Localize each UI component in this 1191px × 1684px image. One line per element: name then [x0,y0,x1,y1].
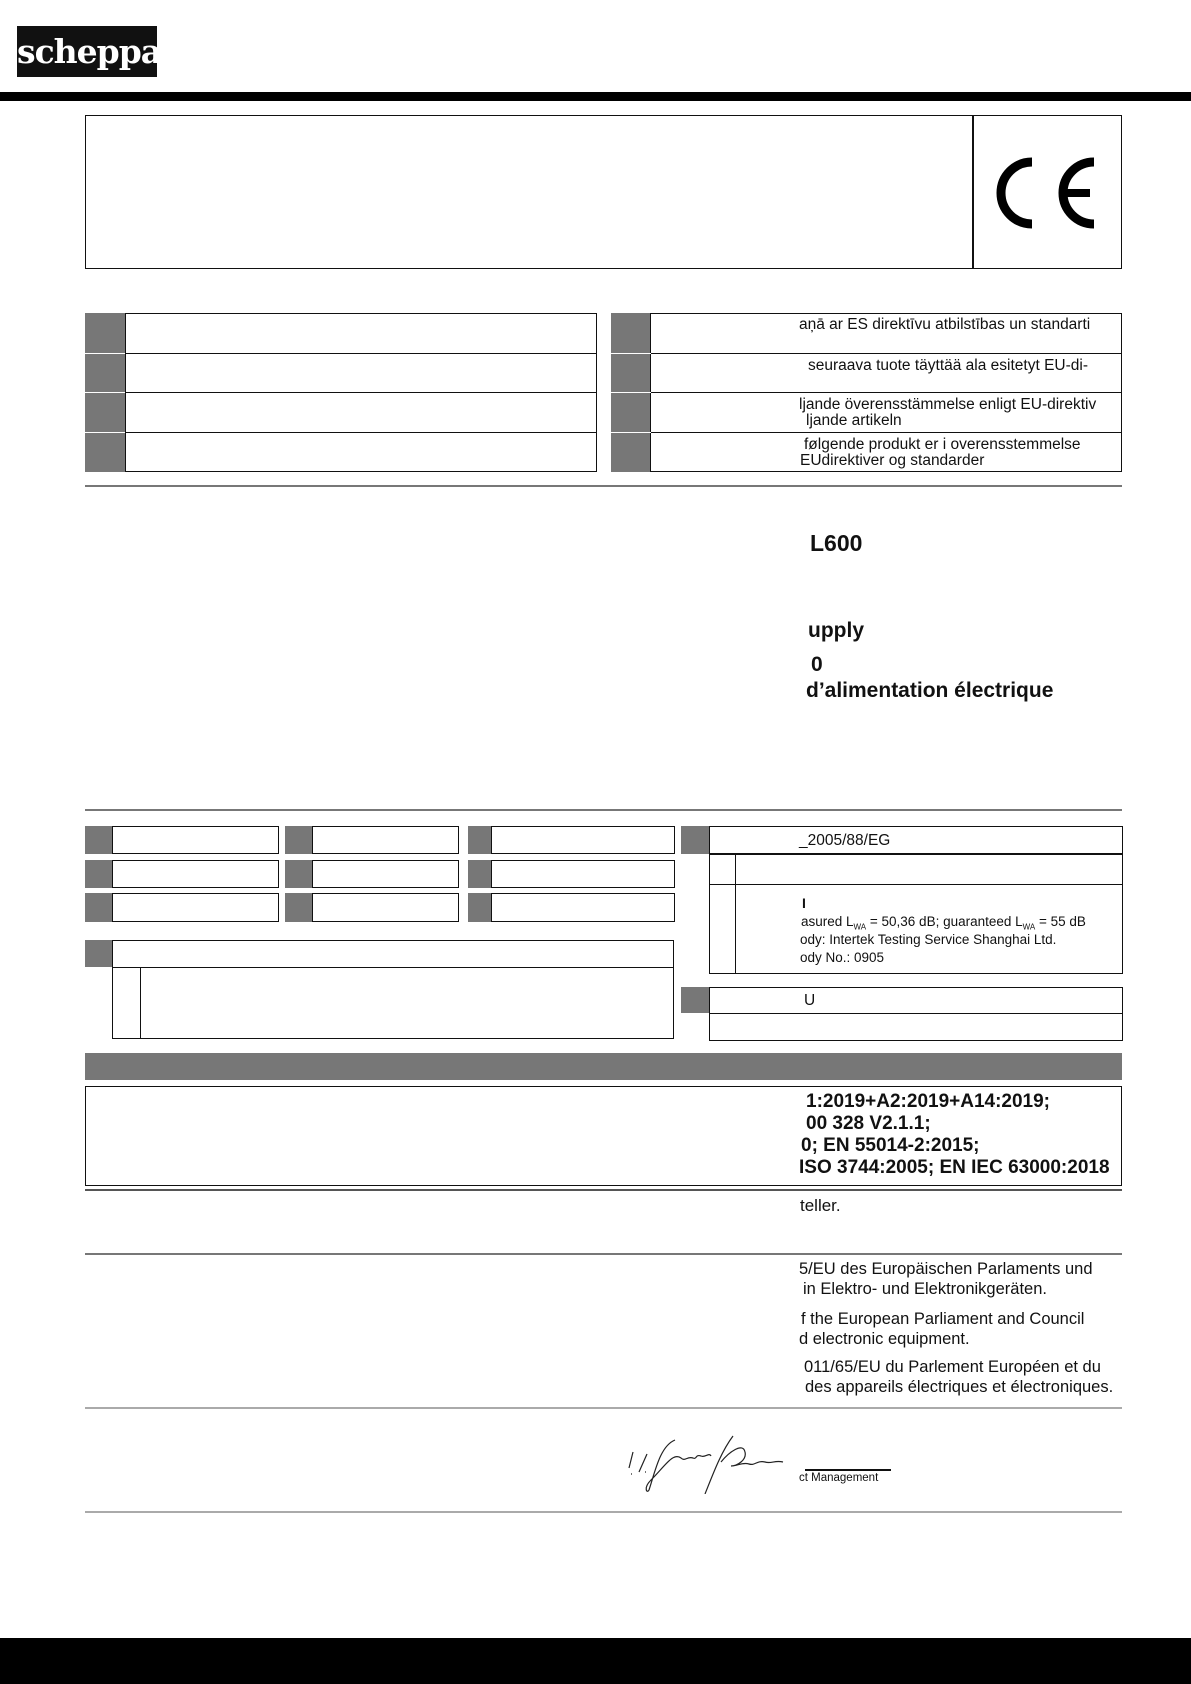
language-row [125,392,597,433]
language-text: aņā ar ES direktīvu atbilstības un standarti [799,316,1091,333]
scheppach-logo: scheppach [17,26,157,77]
notified-body-number: ody No.: 0905 [800,950,885,965]
rohs-text: d electronic equipment. [799,1330,970,1348]
directive-marker [681,826,709,854]
standard-line: ISO 3744:2005; EN IEC 63000:2018 [799,1157,1110,1178]
divider [85,1189,1122,1191]
directive-box [491,860,675,888]
language-row [125,432,597,472]
language-row [125,353,597,393]
rohs-text: f the European Parliament and Council [801,1310,1085,1328]
noise-directive-header: _2005/88/EG [799,832,891,849]
directive-detail-box [112,967,674,1039]
directive-box [312,826,459,854]
standard-line: 0; EN 55014-2:2015; [801,1135,980,1156]
noise-line: I [802,895,806,911]
reference-note: teller. [800,1196,841,1215]
footer-bar [0,1638,1191,1684]
divider [85,1253,1122,1255]
rohs-text: 5/EU des Europäischen Parlaments und [799,1260,1093,1278]
directive-box [491,893,675,922]
directive-marker [285,860,312,888]
noise-values: asured $L_{WA} = 50,36$ dB; guaranteed $L_{WA} = 55$ dB [801,914,1086,932]
directive-marker [85,940,112,967]
standard-line: 00 328 V2.1.1; [806,1113,931,1134]
directive-box [112,860,279,888]
directive-marker [85,860,112,888]
directive-box [312,893,459,922]
directive-marker [285,893,312,922]
divider [85,1407,1122,1409]
directive-box [112,940,674,968]
language-text: seuraava tuote täyttää ala esitetyt EU-di- [808,357,1089,374]
directive-marker [468,826,491,854]
directive-marker [468,860,491,888]
divider [85,485,1122,487]
signatory-role: ct Management [799,1472,879,1484]
directive-marker [681,987,709,1013]
title-box [85,115,1122,269]
directive-box [312,860,459,888]
header-bar [0,92,1191,101]
language-text: ljande överensstämmelse enligt EU-direktiv [799,396,1097,413]
directive-box [709,854,1123,885]
directive-marker [85,826,112,854]
product-type: d’alimentation électrique [806,679,1054,702]
standard-line: 1:2019+A2:2019+A14:2019; [806,1091,1051,1112]
signature-icon [625,1432,785,1494]
product-type: upply [808,619,864,642]
signature-line [805,1469,891,1471]
notified-body: ody: Intertek Testing Service Shanghai Ltd. [800,932,1057,947]
product-model: L600 [810,530,863,556]
directive-marker [85,893,112,922]
directive-box [709,826,1123,854]
directive-box [709,1013,1123,1041]
divider [85,809,1122,811]
language-text: ljande artikeln [806,412,902,429]
language-row [125,313,597,354]
directive-box [491,826,675,854]
directive-box [112,893,279,922]
directive-marker [468,893,491,922]
language-text: EUdirektiver og standarder [800,452,985,469]
ce-mark [972,116,1120,268]
standards-header-bar [85,1053,1122,1080]
language-text: følgende produkt er i overensstemmelse [804,436,1081,453]
other-directive-header: U [804,992,816,1009]
rohs-text: in Elektro- und Elektronikgeräten. [803,1280,1047,1298]
ce-mark-icon [972,116,1120,268]
directive-box [112,826,279,854]
product-type: 0 [811,653,823,676]
rohs-text: des appareils électriques et électroniques. [805,1378,1114,1396]
signature [625,1432,785,1494]
rohs-text: 011/65/EU du Parlement Européen et du [804,1358,1101,1376]
divider [85,1511,1122,1513]
directive-marker [285,826,312,854]
directive-box [709,987,1123,1014]
